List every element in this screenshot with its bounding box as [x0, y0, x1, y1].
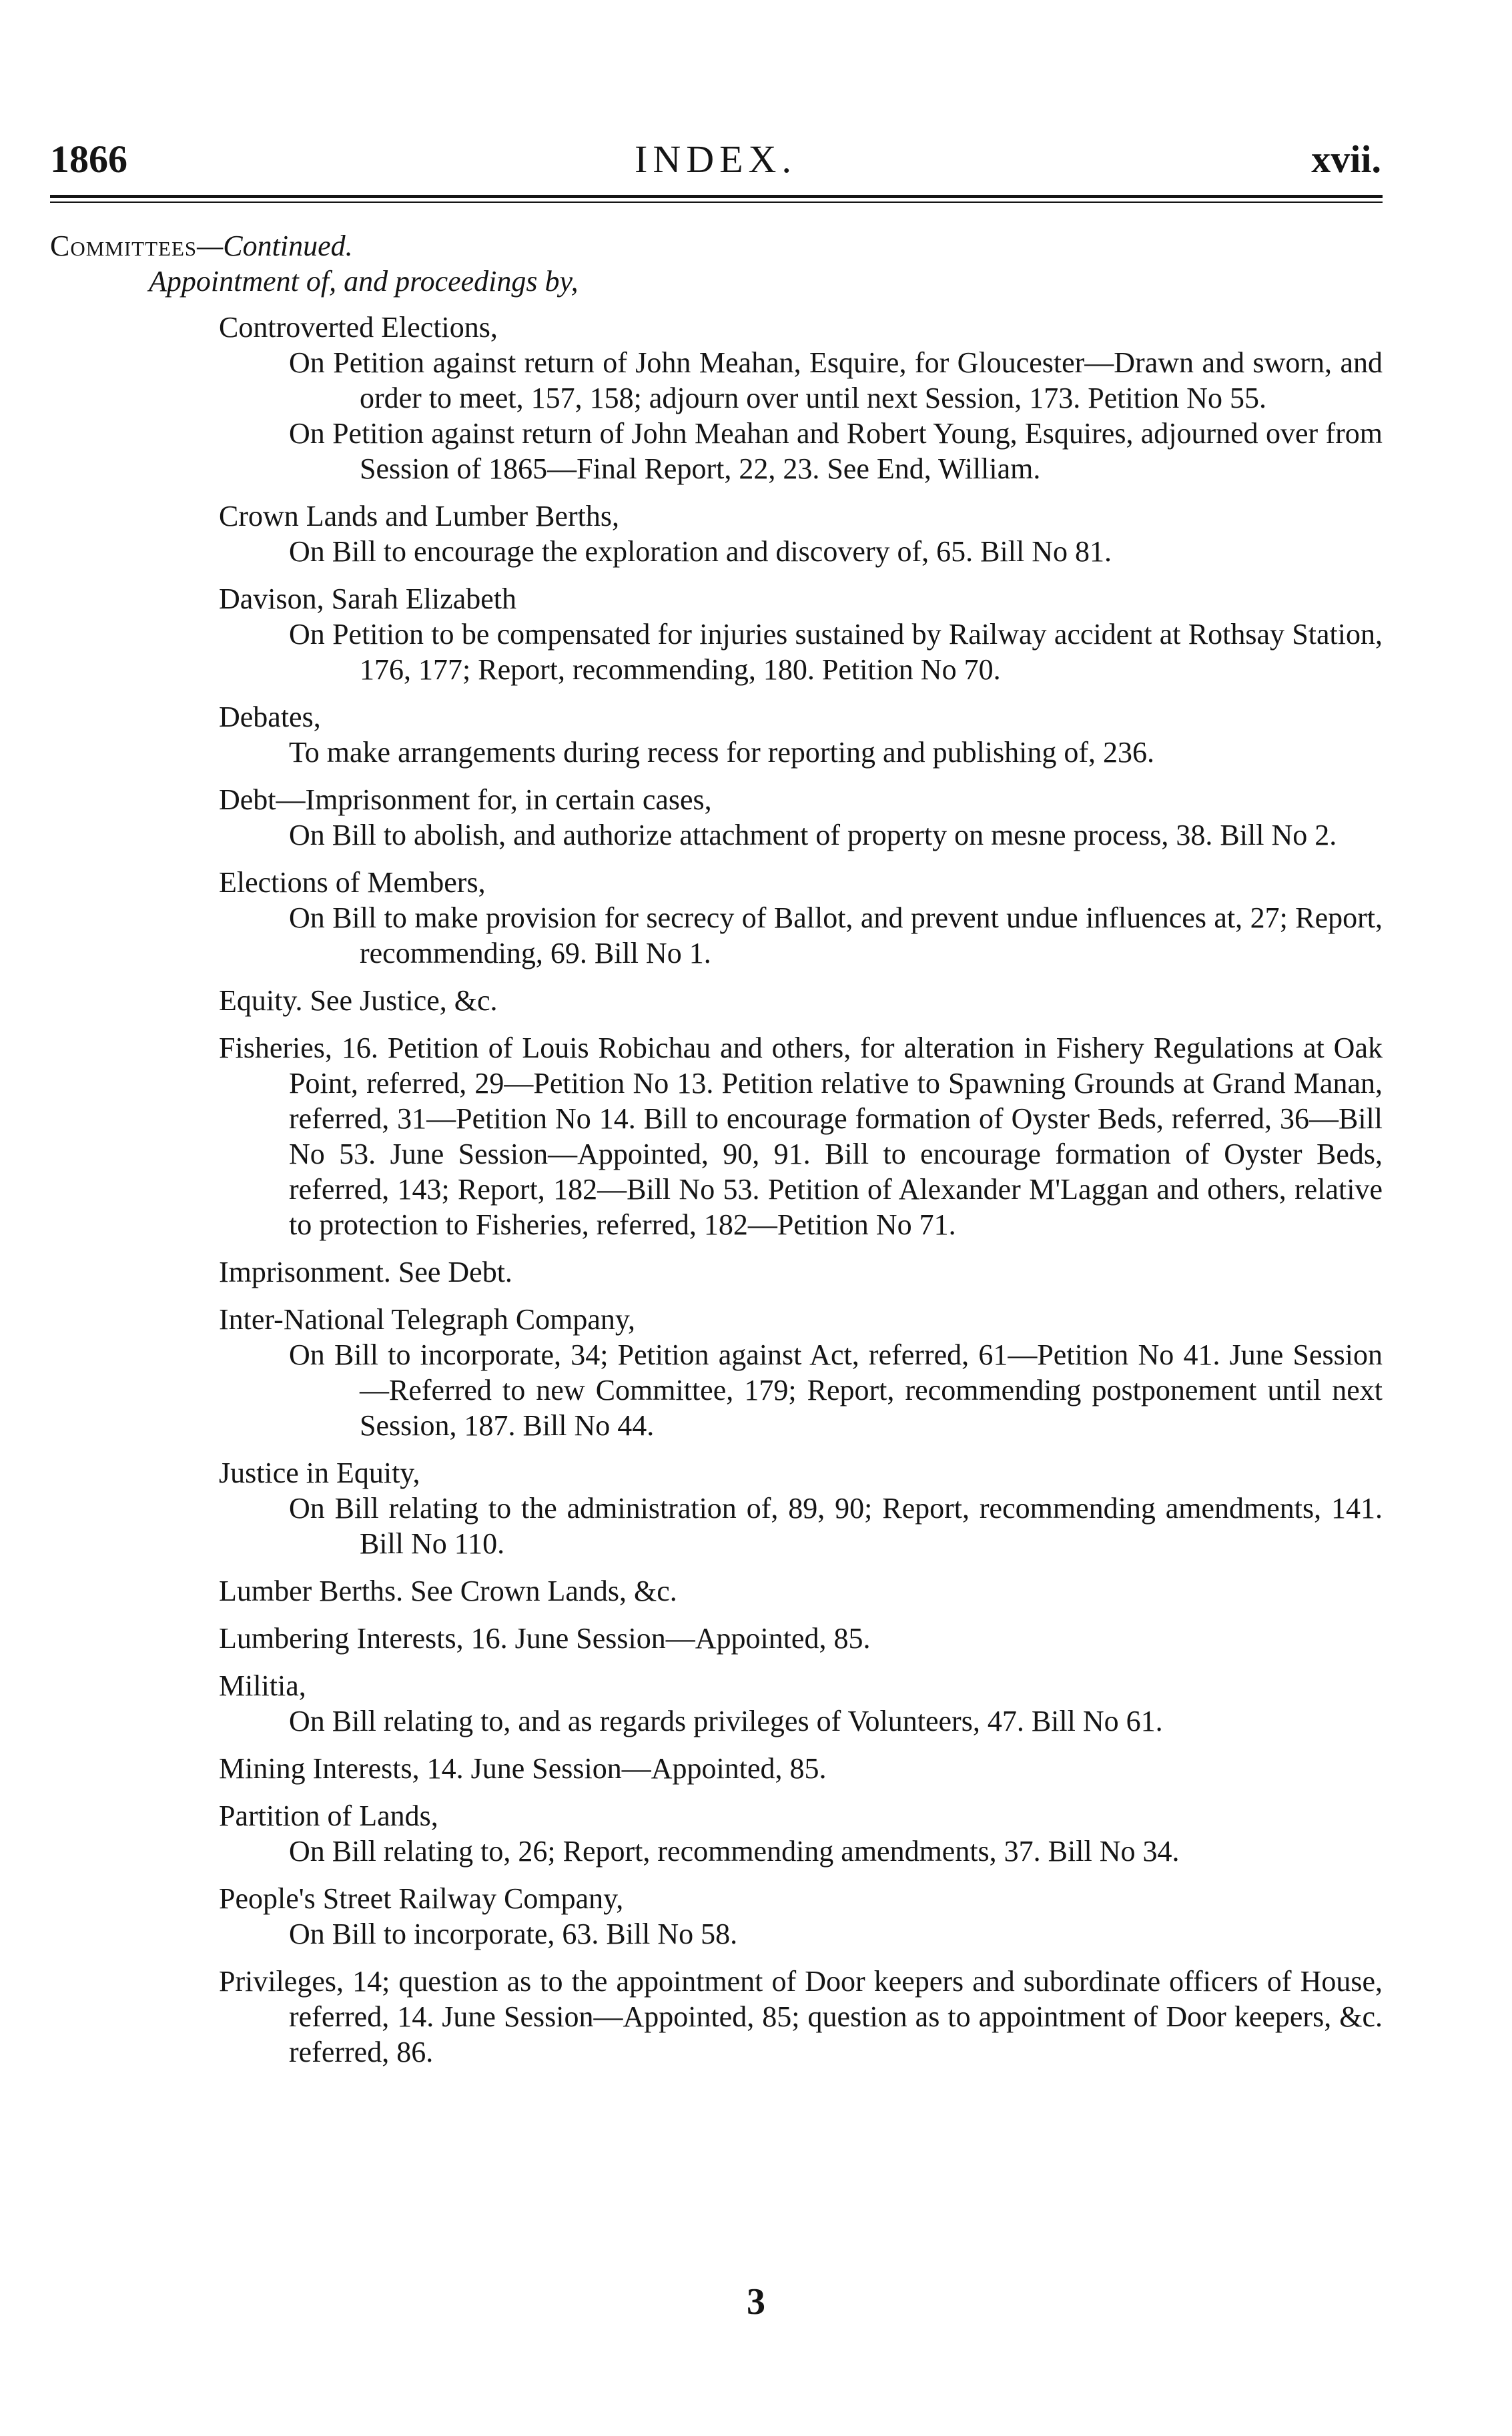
- entry-subline: On Bill to incorporate, 63. Bill No 58.: [289, 1918, 738, 1950]
- index-entry: [219, 1881, 1383, 1952]
- header-year: 1866: [50, 137, 127, 181]
- entry-heading: People's Street Railway Company,: [219, 1882, 624, 1915]
- subheading: Appointment of, and proceedings by,: [149, 265, 579, 298]
- header-title: INDEX.: [635, 137, 797, 181]
- entry-heading: Militia,: [219, 1669, 306, 1702]
- header-page-number: xvii.: [1311, 137, 1381, 181]
- index-entry: [219, 1751, 1383, 1786]
- entry-heading: Inter-National Telegraph Company,: [219, 1303, 636, 1336]
- entry-heading: Imprisonment. See Debt.: [219, 1256, 512, 1288]
- entry-heading: Equity. See Justice, &c.: [219, 984, 498, 1017]
- entry-heading: Justice in Equity,: [219, 1457, 420, 1489]
- page-folio: 3: [747, 2281, 765, 2323]
- category-continued: —Continued.: [197, 230, 353, 262]
- index-entry: [219, 699, 1383, 770]
- entry-subline: On Petition against return of John Meahan and Robert Young, Esquires, adjourned over from Session of 1865—Final Report, 22, 23. See End, William.: [289, 417, 1383, 485]
- index-entry: [219, 1254, 1383, 1290]
- entry-heading: Elections of Members,: [219, 866, 486, 899]
- entry-subline: To make arrangements during recess for reporting and publishing of, 236.: [289, 736, 1155, 769]
- entry-heading: Fisheries, 16. Petition of Louis Robichau and others, for alteration in Fishery Regulations at Oak Point, referred, 29—Petition No 13. Petition relative to Spawning Grounds at Grand Manan, referred, 31—Petition No 14. Bill to encourage formation of Oyster Beds, referred, 36—Bill No 53. June Session—Appointed, 90, 91. Bill to encourage formation of Oyster Beds, referred, 143; Report, 182—Bill No 53. Petition of Alexander M'Laggan and others, relative to protection to Fisheries, referred, 182—Petition No 71.: [219, 1032, 1383, 1241]
- entry-subline: On Bill relating to the administration of, 89, 90; Report, recommending amendments, 141. Bill No 110.: [289, 1492, 1383, 1560]
- index-entry: [219, 1621, 1383, 1656]
- entry-heading: Davison, Sarah Elizabeth: [219, 582, 516, 615]
- entry-subline: On Petition to be compensated for injuries sustained by Railway accident at Rothsay Station, 176, 177; Report, recommending, 180. Petition No 70.: [289, 618, 1383, 686]
- header-rule-thick: [50, 195, 1383, 198]
- entry-heading: Debt—Imprisonment for, in certain cases,: [219, 783, 712, 816]
- index-entry: [219, 1798, 1383, 1869]
- index-entry: [219, 310, 1383, 486]
- entry-heading: Partition of Lands,: [219, 1799, 438, 1832]
- category-heading: [50, 228, 353, 264]
- index-entry: [219, 581, 1383, 687]
- index-entry: [219, 782, 1383, 853]
- index-entry: [219, 1964, 1383, 2070]
- index-entry: [219, 1573, 1383, 1609]
- entry-heading: Privileges, 14; question as to the appointment of Door keepers and subordinate officers of House, referred, 14. June Session—Appointed, 85; question as to appointment of Door keepers, &c. referred, 86.: [219, 1965, 1383, 2068]
- entry-list: [50, 310, 1383, 2082]
- entry-subline: On Bill to abolish, and authorize attachment of property on mesne process, 38. Bill No 2.: [289, 819, 1337, 851]
- entry-heading: Lumber Berths. See Crown Lands, &c.: [219, 1575, 677, 1607]
- index-entry: [219, 1302, 1383, 1443]
- running-header: [50, 137, 1381, 183]
- entry-subline: On Petition against return of John Meahan, Esquire, for Gloucester—Drawn and sworn, and order to meet, 157, 158; adjourn over until next Session, 173. Petition No 55.: [289, 346, 1383, 414]
- index-entry: [219, 1030, 1383, 1242]
- entry-subline: On Bill to incorporate, 34; Petition against Act, referred, 61—Petition No 41. June Session—Referred to new Committee, 179; Report, recommending postponement until next Session, 187. Bill No 44.: [289, 1338, 1383, 1442]
- entry-heading: Lumbering Interests, 16. June Session—Appointed, 85.: [219, 1622, 871, 1655]
- entry-heading: Debates,: [219, 701, 321, 733]
- entry-heading: Crown Lands and Lumber Berths,: [219, 500, 619, 532]
- header-rule-thin: [50, 201, 1383, 203]
- index-entry: [219, 983, 1383, 1018]
- entry-subline: On Bill relating to, 26; Report, recommending amendments, 37. Bill No 34.: [289, 1835, 1180, 1868]
- index-entry: [219, 498, 1383, 569]
- index-entry: [219, 1455, 1383, 1561]
- category-name: Committees: [50, 230, 198, 262]
- entry-subline: On Bill to make provision for secrecy of Ballot, and prevent undue influences at, 27; Report, recommending, 69. Bill No 1.: [289, 901, 1383, 969]
- index-entry: [219, 865, 1383, 971]
- entry-subline: On Bill to encourage the exploration and discovery of, 65. Bill No 81.: [289, 535, 1112, 568]
- entry-subline: On Bill relating to, and as regards privileges of Volunteers, 47. Bill No 61.: [289, 1705, 1163, 1737]
- entry-heading: Controverted Elections,: [219, 311, 498, 344]
- index-entry: [219, 1668, 1383, 1739]
- entry-heading: Mining Interests, 14. June Session—Appointed, 85.: [219, 1752, 827, 1785]
